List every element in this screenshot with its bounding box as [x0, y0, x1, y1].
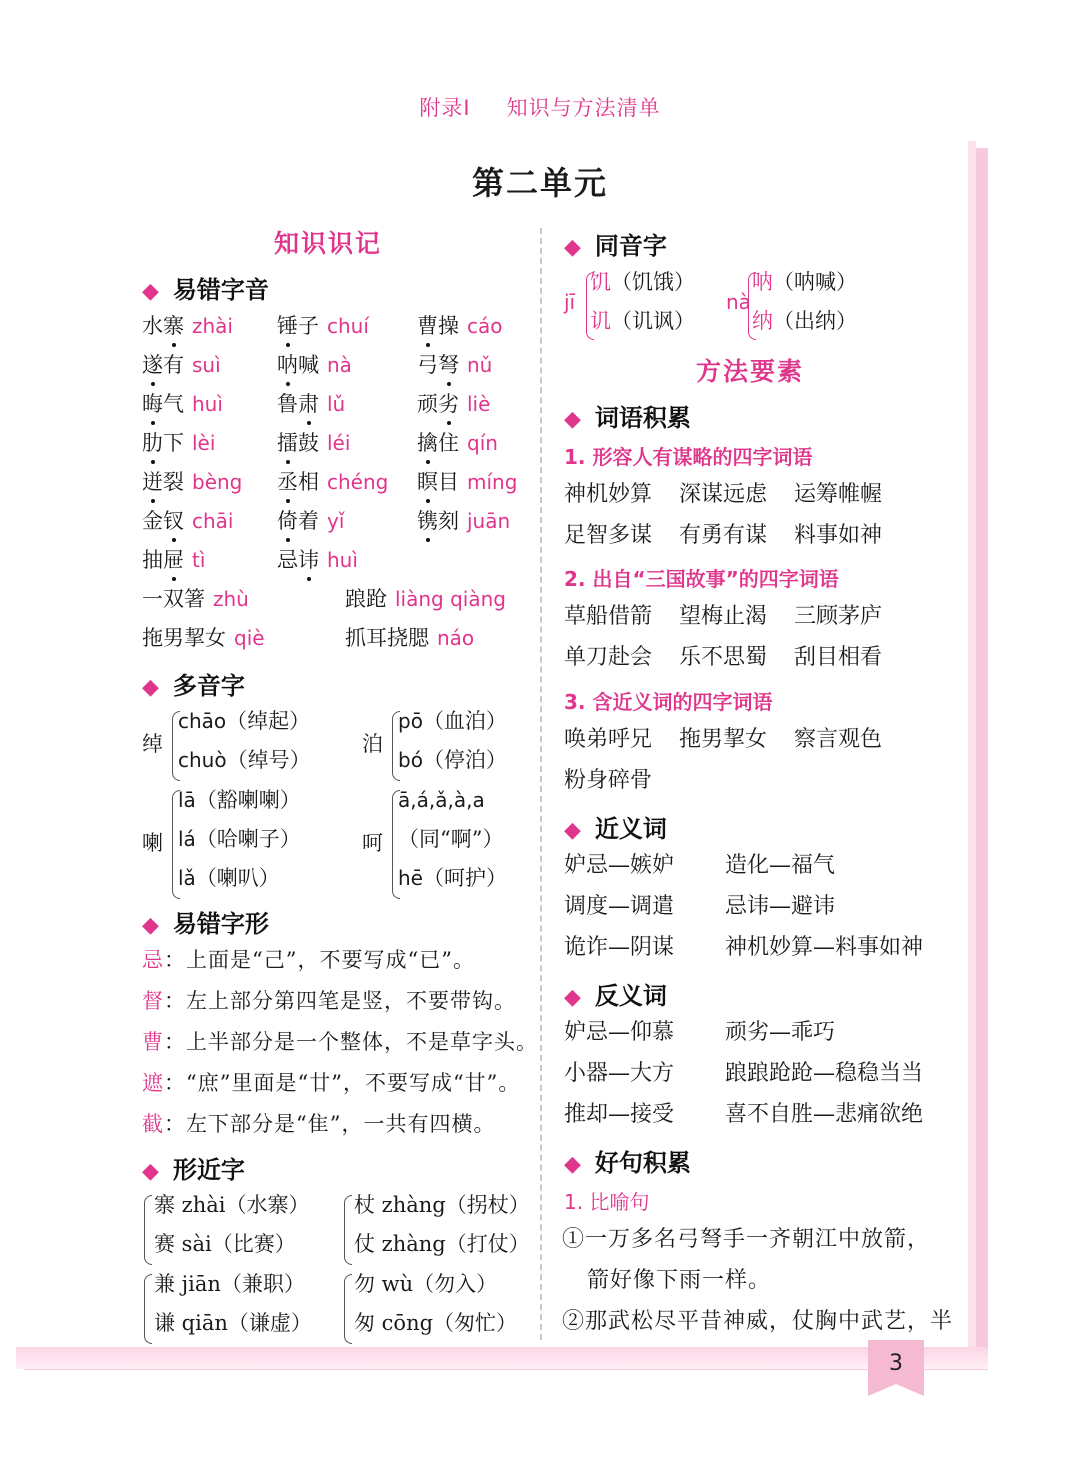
diamond-icon: ◆ — [564, 407, 581, 432]
homophone-word: （出纳） — [773, 309, 857, 333]
brace-icon — [344, 1274, 352, 1344]
pron-word — [417, 470, 459, 494]
pron-word — [277, 431, 319, 455]
pron-word: 拖男挈女 — [142, 626, 226, 650]
section-title-method: 方法要素 — [696, 357, 805, 386]
polyphone-char: 泊 — [362, 732, 383, 756]
header-title: 知识与方法清单 — [506, 96, 661, 120]
section-title-knowledge: 知识识记 — [274, 229, 383, 258]
subheading-synonym-idioms: 3. 含近义词的四字词语 — [564, 690, 773, 714]
pron-entry — [277, 546, 358, 574]
category-error-shape: ◆ 易错字形 — [142, 910, 269, 938]
pron-word — [142, 314, 184, 338]
brace-icon — [144, 1274, 152, 1344]
pron-char: 鲁 — [277, 392, 298, 416]
pron-char: 劣 — [438, 392, 459, 416]
pron-word — [277, 470, 319, 494]
pron-word — [142, 470, 184, 494]
polyphone-char: 绰 — [142, 732, 163, 756]
idiom: 有勇有谋 — [679, 523, 768, 548]
pron-word — [417, 353, 459, 377]
shape-rule — [142, 946, 475, 974]
pron-pinyin: chāi — [192, 509, 234, 533]
pron-entry — [277, 429, 350, 457]
pron-entry — [345, 585, 506, 613]
pron-char: 肃 — [298, 392, 319, 416]
idiom: 拖男挈女 — [679, 727, 768, 752]
pron-entry — [277, 351, 352, 379]
shape-rule — [142, 1028, 538, 1056]
shape-char: 遮 — [142, 1071, 164, 1095]
similar-item: 勿 wù（勿入） — [354, 1272, 498, 1296]
pron-word: 踉跄 — [345, 587, 387, 611]
similar-item: 谦 qiān（谦虚） — [154, 1311, 312, 1335]
reading-pinyin: lá — [178, 827, 196, 851]
category-good-sentences: ◆ 好句积累 — [564, 1149, 691, 1177]
pron-pinyin: bèng — [192, 470, 243, 494]
category-similar-shape: ◆ 形近字 — [142, 1156, 245, 1184]
shape-char: 督 — [142, 989, 164, 1013]
pron-char: 抽 — [142, 548, 163, 572]
pron-pinyin: zhù — [213, 587, 249, 611]
word-pair: 诡诈—阴谋 — [564, 935, 675, 960]
sentence-1-line-1: ①一万多名弓弩手一齐朝江中放箭， — [562, 1227, 931, 1252]
pron-entry — [417, 312, 503, 340]
idiom: 深谋远虑 — [679, 482, 768, 507]
pron-word — [417, 392, 459, 416]
pron-char: 住 — [438, 431, 459, 455]
word-pair: 神机妙算—料事如神 — [725, 935, 924, 960]
reading-word: （豁喇喇） — [195, 788, 301, 812]
pron-pinyin: lǔ — [327, 392, 346, 416]
pron-pinyin: liè — [467, 392, 491, 416]
homophone-char: 饥 — [590, 270, 611, 294]
pron-entry — [277, 507, 344, 535]
pron-char: 子 — [298, 314, 319, 338]
shape-rule — [142, 987, 516, 1015]
diamond-icon: ◆ — [564, 985, 581, 1010]
polyphone-reading — [178, 746, 311, 774]
pron-char: 擒 — [417, 431, 438, 455]
word-pair: 妒忌—嫉妒 — [564, 853, 675, 878]
brace-icon — [144, 1195, 152, 1265]
pron-word — [277, 548, 319, 572]
category-word-accumulation: ◆ 词语积累 — [564, 404, 691, 432]
pron-entry — [142, 390, 223, 418]
category-pronunciation: ◆ 易错字音 — [142, 276, 269, 304]
idiom: 料事如神 — [794, 523, 883, 548]
pron-char: 顽 — [417, 392, 438, 416]
shape-text: ：上面是“己”，不要写成“已”。 — [164, 948, 475, 972]
page-number-tab — [868, 1340, 924, 1396]
pron-entry — [142, 585, 249, 613]
homophone-word: （呐喊） — [773, 270, 857, 294]
pron-char: 目 — [438, 470, 459, 494]
shape-rule — [142, 1110, 495, 1138]
reading-pinyin: pō — [398, 709, 423, 733]
pron-char: 镌 — [417, 509, 438, 533]
pron-pinyin: nǔ — [467, 353, 493, 377]
pron-word — [142, 431, 184, 455]
reading-pinyin: ā,á,ǎ,à,a — [398, 788, 485, 812]
pron-pinyin: léi — [327, 431, 351, 455]
word-pair: 推却—接受 — [564, 1102, 675, 1127]
subheading-simile: 1. 比喻句 — [564, 1190, 650, 1214]
pron-word — [417, 509, 459, 533]
reading-pinyin: chuò — [178, 748, 227, 772]
shape-text: ：左上部分第四笔是竖，不要带钩。 — [164, 989, 516, 1013]
polyphone-reading — [398, 707, 507, 735]
shape-rule — [142, 1069, 520, 1097]
pron-entry — [142, 429, 215, 457]
page-number: 3 — [889, 1351, 903, 1376]
pron-pinyin: cáo — [467, 314, 503, 338]
diamond-icon: ◆ — [142, 279, 159, 304]
pron-pinyin: huì — [192, 392, 223, 416]
pron-entry — [417, 507, 510, 535]
category-homophone: ◆ 同音字 — [564, 232, 667, 260]
diamond-icon: ◆ — [142, 913, 159, 938]
pron-word — [417, 314, 459, 338]
pron-entry — [277, 390, 345, 418]
shape-text: ：左下部分是“隹”，一共有四横。 — [164, 1112, 496, 1136]
pron-char: 鼓 — [298, 431, 319, 455]
pron-char: 下 — [163, 431, 184, 455]
pron-entry — [417, 351, 492, 379]
similar-item: 兼 jiān（兼职） — [154, 1272, 305, 1296]
reading-pinyin: lǎ — [178, 866, 196, 890]
word-pair: 喜不自胜—悲痛欲绝 — [725, 1102, 924, 1127]
similar-item: 匆 cōng（匆忙） — [354, 1311, 518, 1335]
polyphone-reading — [398, 864, 507, 892]
word-pair: 顽劣—乖巧 — [725, 1020, 836, 1045]
pron-entry — [142, 468, 242, 496]
shape-text: ：上半部分是一个整体，不是草字头。 — [164, 1030, 538, 1054]
pron-char: 忌 — [277, 548, 298, 572]
pron-pinyin: zhài — [192, 314, 233, 338]
reading-word: （喇叭） — [195, 866, 280, 890]
polyphone-reading — [178, 707, 310, 735]
idiom: 三顾茅庐 — [794, 604, 883, 629]
shape-text: ：“庶”里面是“廿”，不要写成“甘”。 — [164, 1071, 521, 1095]
homophone-word: （饥饿） — [611, 270, 695, 294]
pron-char: 裂 — [163, 470, 184, 494]
pron-char: 相 — [298, 470, 319, 494]
pron-pinyin: qiè — [234, 626, 265, 650]
pron-pinyin: chéng — [327, 470, 389, 494]
column-divider — [540, 228, 542, 1340]
shape-char: 忌 — [142, 948, 164, 972]
idiom: 察言观色 — [794, 727, 883, 752]
unit-title: 第二单元 — [471, 164, 608, 202]
reading-word: （绰起） — [226, 709, 311, 733]
pron-pinyin: huì — [327, 548, 358, 572]
page-bottom-band — [16, 1347, 988, 1369]
pron-entry — [417, 429, 498, 457]
pron-char: 弩 — [438, 353, 459, 377]
pron-entry — [345, 624, 474, 652]
diamond-icon: ◆ — [142, 675, 159, 700]
pron-char: 迸 — [142, 470, 163, 494]
diamond-icon: ◆ — [142, 1159, 159, 1184]
idiom: 刮目相看 — [794, 645, 883, 670]
pron-char: 晦 — [142, 392, 163, 416]
homophone-char: 讥 — [590, 309, 611, 333]
pron-char: 倚 — [277, 509, 298, 533]
polyphone-reading — [398, 746, 507, 774]
reading-pinyin: chāo — [178, 709, 227, 733]
pron-word: 抓耳挠腮 — [345, 626, 429, 650]
pron-pinyin: yǐ — [327, 509, 345, 533]
idiom: 神机妙算 — [564, 482, 653, 507]
pron-char: 操 — [438, 314, 459, 338]
polyphone-reading — [178, 825, 301, 853]
idiom: 运筹帷幄 — [794, 482, 883, 507]
pron-char: 喊 — [298, 353, 319, 377]
pron-char: 刻 — [438, 509, 459, 533]
pron-word — [277, 353, 319, 377]
similar-item: 赛 sài（比赛） — [154, 1232, 296, 1256]
homophone-item — [590, 268, 695, 296]
pron-char: 锤 — [277, 314, 298, 338]
pron-char: 着 — [298, 509, 319, 533]
running-header — [0, 92, 1080, 122]
word-pair: 造化—福气 — [725, 853, 836, 878]
pron-char: 肋 — [142, 431, 163, 455]
pron-pinyin: lèi — [192, 431, 216, 455]
shape-char: 截 — [142, 1112, 164, 1136]
pron-char: 气 — [163, 392, 184, 416]
reading-word: （同“啊”） — [398, 827, 504, 851]
category-polyphone: ◆ 多音字 — [142, 672, 245, 700]
pron-pinyin: qín — [467, 431, 498, 455]
reading-word: （血泊） — [422, 709, 507, 733]
pron-pinyin: liàng qiàng — [395, 587, 506, 611]
pron-word — [142, 509, 184, 533]
homophone-pinyin: jī — [564, 290, 576, 314]
pron-char: 弓 — [417, 353, 438, 377]
pron-entry — [277, 468, 388, 496]
pron-pinyin: juān — [467, 509, 511, 533]
pron-char: 屉 — [163, 548, 184, 572]
pron-char: 讳 — [298, 548, 319, 572]
pron-entry — [142, 312, 233, 340]
diamond-icon: ◆ — [564, 1152, 581, 1177]
pron-word — [277, 509, 319, 533]
polyphone-reading — [398, 786, 485, 814]
pron-pinyin: tì — [192, 548, 206, 572]
pron-char: 寨 — [163, 314, 184, 338]
idiom: 单刀赴会 — [564, 645, 653, 670]
polyphone-char: 喇 — [142, 830, 163, 855]
polyphone-reading — [398, 825, 503, 853]
pron-char: 水 — [142, 314, 163, 338]
polyphone-reading — [178, 864, 280, 892]
pron-char: 擂 — [277, 431, 298, 455]
similar-item: 寨 zhài（水寨） — [154, 1193, 310, 1217]
idiom: 乐不思蜀 — [679, 645, 768, 670]
pron-char: 丞 — [277, 470, 298, 494]
homophone-char: 呐 — [752, 270, 773, 294]
word-pair: 调度—调遣 — [564, 894, 675, 919]
reading-pinyin: bó — [398, 748, 423, 772]
pron-pinyin: chuí — [327, 314, 369, 338]
idiom: 草船借箭 — [564, 604, 653, 629]
homophone-item — [752, 268, 857, 296]
idiom: 足智多谋 — [564, 523, 653, 548]
pron-entry — [142, 546, 205, 574]
pron-entry — [417, 390, 490, 418]
pron-word: 一双箸 — [142, 587, 205, 611]
sentence-1-line-2: 箭好像下雨一样。 — [587, 1268, 772, 1293]
pron-word — [142, 392, 184, 416]
pron-char: 有 — [163, 353, 184, 377]
idiom: 粉身碎骨 — [564, 768, 653, 793]
word-pair: 忌讳—避讳 — [725, 894, 836, 919]
pron-pinyin: suì — [192, 353, 221, 377]
reading-word: （哈喇子） — [195, 827, 301, 851]
similar-item: 杖 zhàng（拐杖） — [354, 1193, 530, 1217]
pron-pinyin: míng — [467, 470, 518, 494]
subheading-three-kingdoms-idioms: 2. 出自“三国故事”的四字词语 — [564, 567, 839, 591]
reading-pinyin: lā — [178, 788, 196, 812]
pron-char: 遂 — [142, 353, 163, 377]
idiom: 唤弟呼兄 — [564, 727, 653, 752]
pron-word — [277, 392, 319, 416]
pron-char: 瞑 — [417, 470, 438, 494]
pron-char: 呐 — [277, 353, 298, 377]
homophone-item — [590, 307, 695, 335]
category-synonyms: ◆ 近义词 — [564, 815, 667, 843]
category-antonyms: ◆ 反义词 — [564, 982, 667, 1010]
subheading-strategy-idioms: 1. 形容人有谋略的四字词语 — [564, 445, 813, 469]
diamond-icon: ◆ — [564, 235, 581, 260]
pron-entry — [142, 351, 221, 379]
homophone-pinyin: nà — [726, 290, 751, 314]
pron-entry — [417, 468, 517, 496]
reading-word: （停泊） — [422, 748, 507, 772]
shape-char: 曹 — [142, 1030, 164, 1054]
diamond-icon: ◆ — [564, 818, 581, 843]
pron-word — [277, 314, 319, 338]
word-pair: 踉踉跄跄—稳稳当当 — [725, 1061, 924, 1086]
homophone-item — [752, 307, 857, 335]
polyphone-reading — [178, 786, 301, 814]
pron-char: 曹 — [417, 314, 438, 338]
pron-entry — [142, 624, 265, 652]
reading-word: （绰号） — [226, 748, 311, 772]
pron-entry — [277, 312, 369, 340]
reading-pinyin: hē — [398, 866, 423, 890]
pron-pinyin: náo — [437, 626, 475, 650]
word-pair: 小器—大方 — [564, 1061, 675, 1086]
similar-item: 仗 zhàng（打仗） — [354, 1232, 530, 1256]
pron-word — [417, 431, 459, 455]
brace-icon — [344, 1195, 352, 1265]
pron-entry — [142, 507, 233, 535]
pron-char: 钗 — [163, 509, 184, 533]
pron-pinyin: nà — [327, 353, 352, 377]
homophone-word: （讥讽） — [611, 309, 695, 333]
homophone-char: 纳 — [752, 309, 773, 333]
appendix-label: 附录Ⅰ — [419, 96, 471, 120]
idiom: 望梅止渴 — [679, 604, 768, 629]
word-pair: 妒忌—仰慕 — [564, 1020, 675, 1045]
polyphone-char: 呵 — [362, 830, 383, 855]
pron-char: 金 — [142, 509, 163, 533]
reading-word: （呵护） — [422, 866, 507, 890]
pron-word — [142, 353, 184, 377]
pron-word — [142, 548, 184, 572]
sentence-2-line-1: ②那武松尽平昔神威，仗胸中武艺，半 — [562, 1309, 954, 1334]
